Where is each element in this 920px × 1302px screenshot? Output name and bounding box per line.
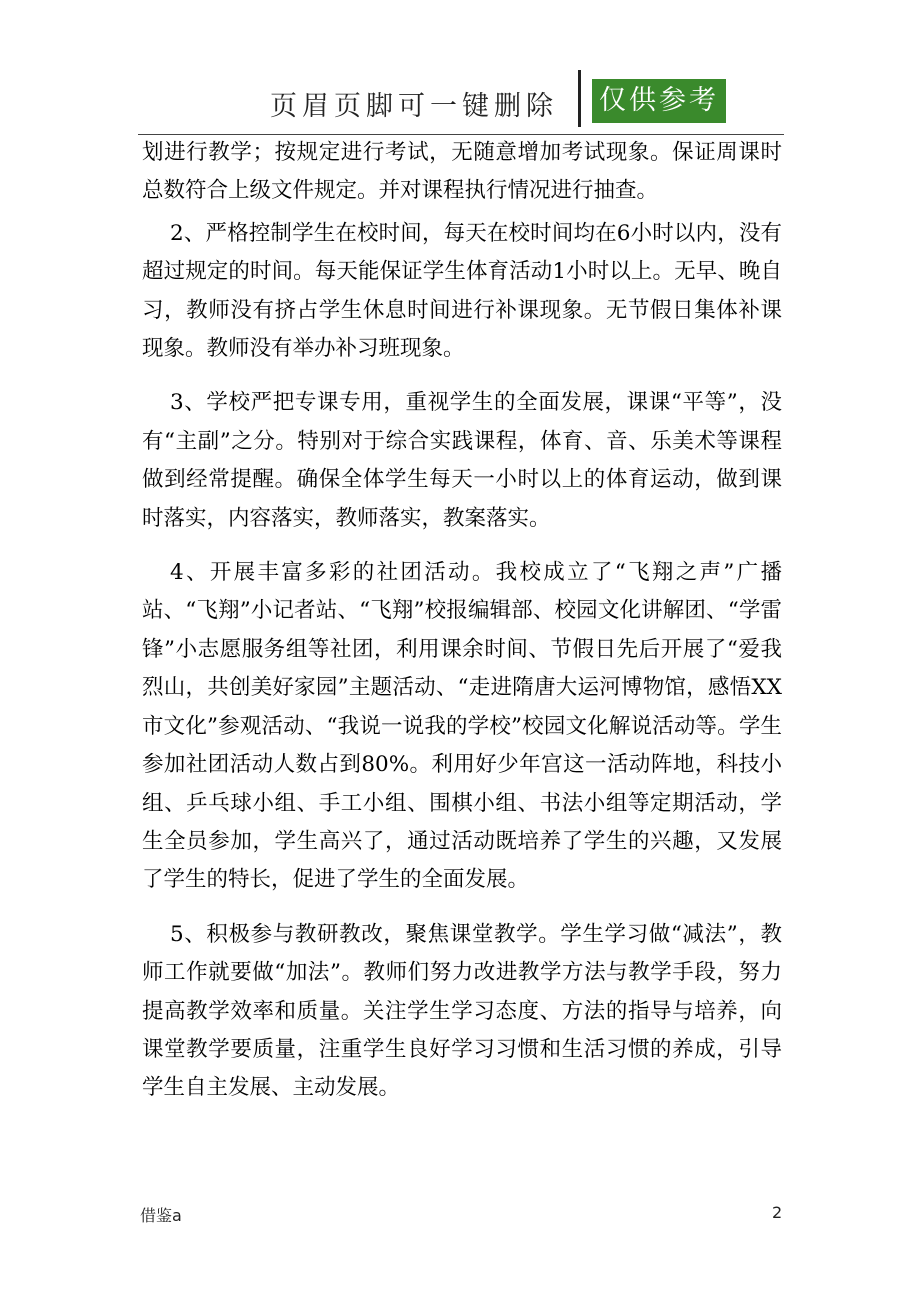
reference-only-badge: 仅供参考 — [592, 79, 726, 123]
paragraph-item-2: 2、严格控制学生在校时间，每天在校时间均在6小时以内，没有超过规定的时间。每天能保证学生体育活动1小时以上。无早、晚自习，教师没有挤占学生休息时间进行补课现象。无节假日集体补课现象。教师没有举办补习班现象。 — [142, 220, 782, 362]
paragraph-item-4: 4、开展丰富多彩的社团活动。我校成立了“飞翔之声”广播站、“飞翔”小记者站、“飞翔”校报编辑部、校园文化讲解团、“学雷锋”小志愿服务组等社团，利用课余时间、节假日先后开展了“爱我烈山，共创美好家园”主题活动、“走进隋唐大运河博物馆，感悟XX市文化”参观活动、“我说一说我的学校”校园文化解说活动等。学生参加社团活动人数占到80%。利用好少年宫这一活动阵地，科技小组、乒乓球小组、手工小组、围棋小组、书法小组等定期活动，学生全员参加，学生高兴了，通过活动既培养了学生的兴趣，又发展了学生的特长，促进了学生的全面发展。 — [142, 560, 782, 893]
header-title: 页眉页脚可一键删除 — [270, 91, 558, 122]
header-divider — [578, 70, 581, 127]
paragraph-continuation: 划进行教学；按规定进行考试，无随意增加考试现象。保证周课时总数符合上级文件规定。并对课程执行情况进行抽查。 — [142, 140, 782, 204]
document-body — [142, 134, 782, 1108]
page-number: 2 — [772, 1203, 783, 1222]
paragraph-item-3: 3、学校严把专课专用，重视学生的全面发展，课课“平等”，没有“主副”之分。特别对于综合实践课程，体育、音、乐美术等课程做到经常提醒。确保全体学生每天一小时以上的体育运动，做到课时落实，内容落实，教师落实，教案落实。 — [142, 390, 782, 531]
footer-label: 借鉴a — [140, 1206, 182, 1225]
paragraph-item-5: 5、积极参与教研教改，聚焦课堂教学。学生学习做“减法”，教师工作就要做“加法”。教师们努力改进教学方法与教学手段，努力提高教学效率和质量。关注学生学习态度、方法的指导与培养，向课堂教学要质量，注重学生良好学习习惯和生活习惯的养成，引导学生自主发展、主动发展。 — [142, 921, 782, 1101]
